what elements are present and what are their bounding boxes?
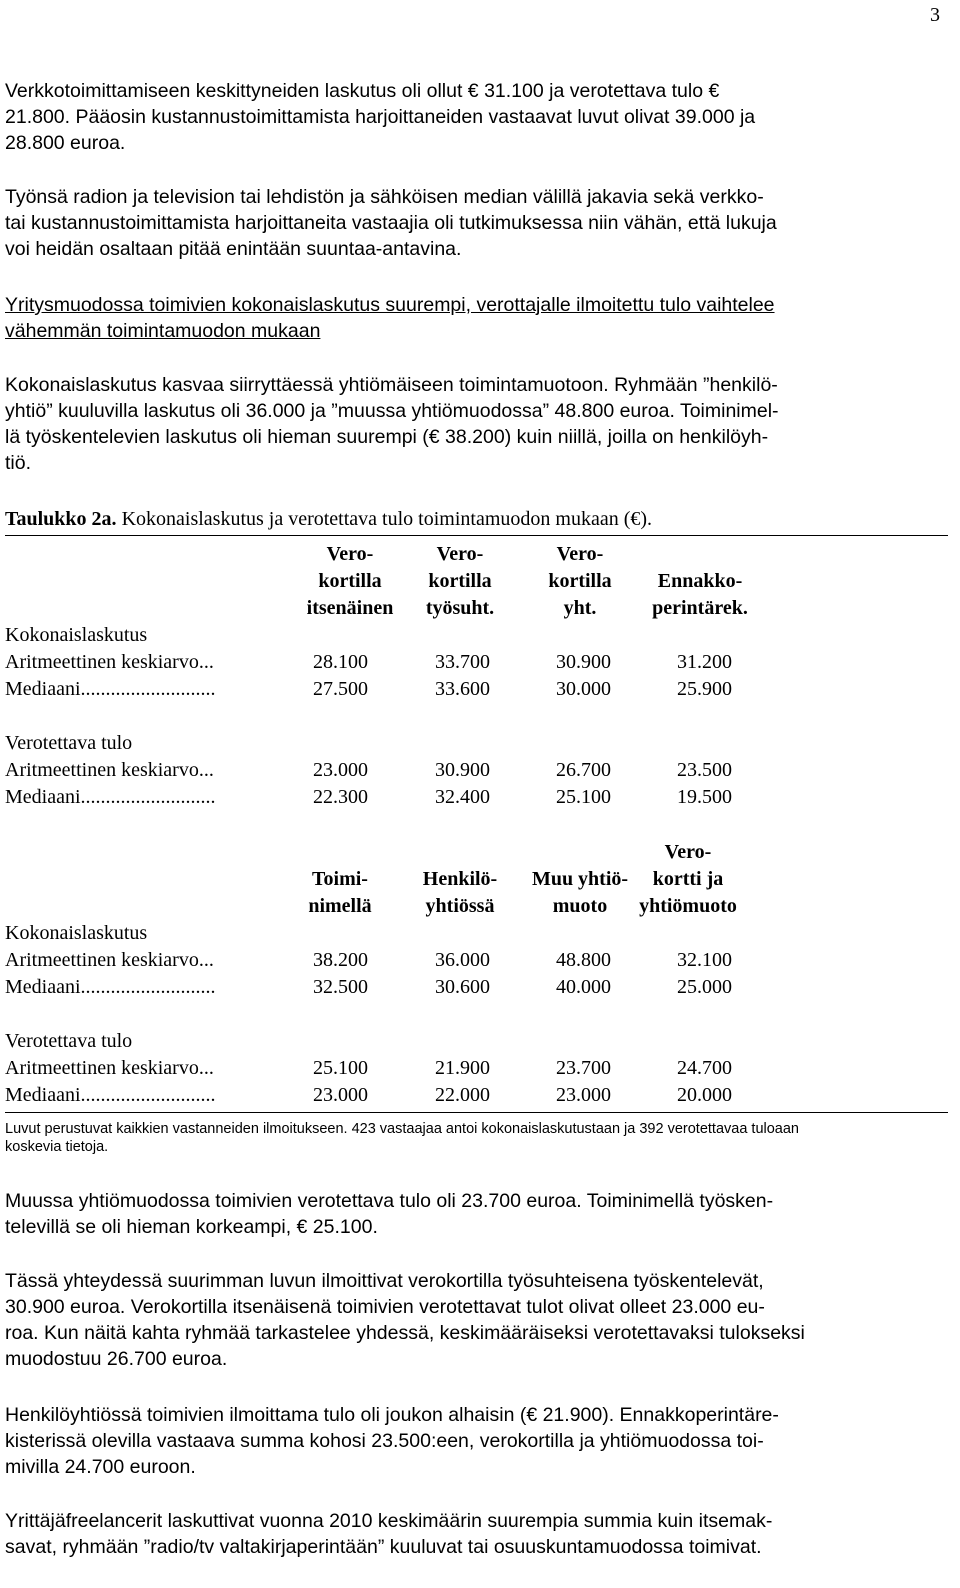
table-row-label: Aritmeettinen keskiarvo... (5, 1057, 214, 1079)
paragraph-line: kisterissä olevilla vastaava summa kohosi 23.500:een, verokortilla ja yhtiömuodossa toi- (5, 1430, 764, 1452)
col-header: Vero- (436, 543, 484, 565)
paragraph-line: Henkilöyhtiössä toimivien ilmoittama tulo oli joukon alhaisin (€ 21.900). Ennakkoperintäre- (5, 1404, 779, 1426)
table-cell: 36.000 (435, 949, 490, 971)
section-heading: Yritysmuodossa toimivien kokonaislaskutus suurempi, verottajalle ilmoitettu tulo vaihtelee (5, 294, 775, 316)
page-number: 3 (930, 4, 940, 26)
table-row-label: Mediaani........................... (5, 678, 216, 700)
table-cell: 32.500 (313, 976, 368, 998)
paragraph-line: 30.900 euroa. Verokortilla itsenäisenä toimivien verotettavat tulot olivat olleet 23.000 eu- (5, 1296, 765, 1318)
col-header: itsenäinen (306, 597, 394, 619)
table-footnote: Luvut perustuvat kaikkien vastanneiden ilmoitukseen. 423 vastaajaa antoi kokonaislaskutustaan ja 392 verotettavaa tuloaan (5, 1121, 799, 1137)
col-header: yhtiömuoto (639, 895, 737, 917)
paragraph-line: voi heidän osaltaan pitää enintään suuntaa-antavina. (5, 238, 462, 260)
table-cell: 40.000 (556, 976, 611, 998)
paragraph-line: Yrittäjäfreelancerit laskuttivat vuonna 2010 keskimäärin suurempia summia kuin itsemak- (5, 1510, 773, 1532)
paragraph-line: Tässä yhteydessä suurimman luvun ilmoittivat verokortilla työsuhteisena työskentelevät, (5, 1270, 764, 1292)
col-header: Vero- (664, 841, 712, 863)
table-cell: 30.000 (556, 678, 611, 700)
table-cell: 32.100 (677, 949, 732, 971)
table-section-title: Verotettava tulo (5, 1030, 133, 1052)
table-section-title: Kokonaislaskutus (5, 922, 148, 944)
table-section-title: Verotettava tulo (5, 732, 133, 754)
paragraph-line: muodostuu 26.700 euroa. (5, 1348, 228, 1370)
col-header: nimellä (308, 895, 372, 917)
paragraph-line: mivilla 24.700 euroon. (5, 1456, 196, 1478)
table-cell: 38.200 (313, 949, 368, 971)
table-caption (5, 508, 652, 531)
table-cell: 25.100 (556, 786, 611, 808)
table-row-label: Aritmeettinen keskiarvo... (5, 759, 214, 781)
section-heading: vähemmän toimintamuodon mukaan (5, 320, 321, 342)
table-cell: 30.900 (435, 759, 490, 781)
table-cell: 26.700 (556, 759, 611, 781)
col-header: Ennakko- (657, 570, 743, 592)
table-cell: 32.400 (435, 786, 490, 808)
col-header: muoto (552, 895, 608, 917)
table-cell: 22.300 (313, 786, 368, 808)
paragraph-line: televillä se oli hieman korkeampi, € 25.100. (5, 1216, 378, 1238)
table-cell: 27.500 (313, 678, 368, 700)
paragraph-line: 28.800 euroa. (5, 132, 126, 154)
table-row-label: Aritmeettinen keskiarvo... (5, 949, 214, 971)
paragraph-line: Verkkotoimittamiseen keskittyneiden laskutus oli ollut € 31.100 ja verotettava tulo € (5, 80, 720, 102)
col-header: Toimi- (312, 868, 368, 890)
table-cell: 23.000 (556, 1084, 611, 1106)
table-cell: 19.500 (677, 786, 732, 808)
table-row-label: Mediaani........................... (5, 786, 216, 808)
table-cell: 22.000 (435, 1084, 490, 1106)
table-row-label: Aritmeettinen keskiarvo... (5, 651, 214, 673)
paragraph-line: Kokonaislaskutus kasvaa siirryttäessä yhtiömäiseen toimintamuotoon. Ryhmään ”henkilö- (5, 374, 778, 396)
col-header: kortilla (428, 570, 492, 592)
col-header: yhtiössä (425, 895, 495, 917)
paragraph-line: 21.800. Pääosin kustannustoimittamista harjoittaneiden vastaavat luvut olivat 39.000 ja (5, 106, 756, 128)
table-cell: 30.900 (556, 651, 611, 673)
table-cell: 31.200 (677, 651, 732, 673)
table-cell: 21.900 (435, 1057, 490, 1079)
col-header: kortilla (318, 570, 382, 592)
table-top-rule (5, 535, 948, 536)
table-cell: 23.000 (313, 1084, 368, 1106)
table-bottom-rule (5, 1112, 948, 1113)
col-header: Muu yhtiö- (531, 868, 629, 890)
paragraph-line: savat, ryhmään ”radio/tv valtakirjaperintään” kuuluvat tai osuuskuntamuodossa toimivat. (5, 1536, 762, 1558)
table-cell: 33.700 (435, 651, 490, 673)
paragraph-line: tiö. (5, 452, 32, 474)
col-header: Vero- (556, 543, 604, 565)
table-footnote: koskevia tietoja. (5, 1139, 109, 1155)
table-cell: 30.600 (435, 976, 490, 998)
col-header: kortti ja (652, 868, 724, 890)
table-cell: 20.000 (677, 1084, 732, 1106)
table-row-label: Mediaani........................... (5, 1084, 216, 1106)
table-section-title: Kokonaislaskutus (5, 624, 148, 646)
col-header: Henkilö- (422, 868, 498, 890)
table-cell: 33.600 (435, 678, 490, 700)
table-cell: 25.900 (677, 678, 732, 700)
table-caption-text: Kokonaislaskutus ja verotettava tulo toimintamuodon mukaan (€). (116, 508, 653, 530)
table-row-label: Mediaani........................... (5, 976, 216, 998)
table-cell: 48.800 (556, 949, 611, 971)
paragraph-line: yhtiö” kuuluvilla laskutus oli 36.000 ja ”muussa yhtiömuodossa” 48.800 euroa. Toiminimel- (5, 400, 779, 422)
paragraph-line: Muussa yhtiömuodossa toimivien verotettava tulo oli 23.700 euroa. Toiminimellä työsken- (5, 1190, 774, 1212)
paragraph-line: Työnsä radion ja television tai lehdistön ja sähköisen median välillä jakavia sekä verkko- (5, 186, 764, 208)
col-header: työsuht. (425, 597, 495, 619)
col-header: kortilla (548, 570, 612, 592)
paragraph-line: tai kustannustoimittamista harjoittaneita vastaajia oli tutkimuksessa niin vähän, että lukuja (5, 212, 777, 234)
paragraph-line: roa. Kun näitä kahta ryhmää tarkastelee yhdessä, keskimääräiseksi verotettavaksi tulokseksi (5, 1322, 805, 1344)
col-header: Vero- (326, 543, 374, 565)
table-cell: 23.500 (677, 759, 732, 781)
table-cell: 24.700 (677, 1057, 732, 1079)
table-cell: 25.000 (677, 976, 732, 998)
col-header: yht. (563, 597, 597, 619)
table-cell: 28.100 (313, 651, 368, 673)
table-cell: 23.700 (556, 1057, 611, 1079)
table-cell: 25.100 (313, 1057, 368, 1079)
table-cell: 23.000 (313, 759, 368, 781)
col-header: perintärek. (652, 597, 748, 619)
table-caption-label: Taulukko 2a. (5, 508, 117, 530)
paragraph-line: lä työskentelevien laskutus oli hieman suurempi (€ 38.200) kuin niillä, joilla on henkilöyh- (5, 426, 769, 448)
